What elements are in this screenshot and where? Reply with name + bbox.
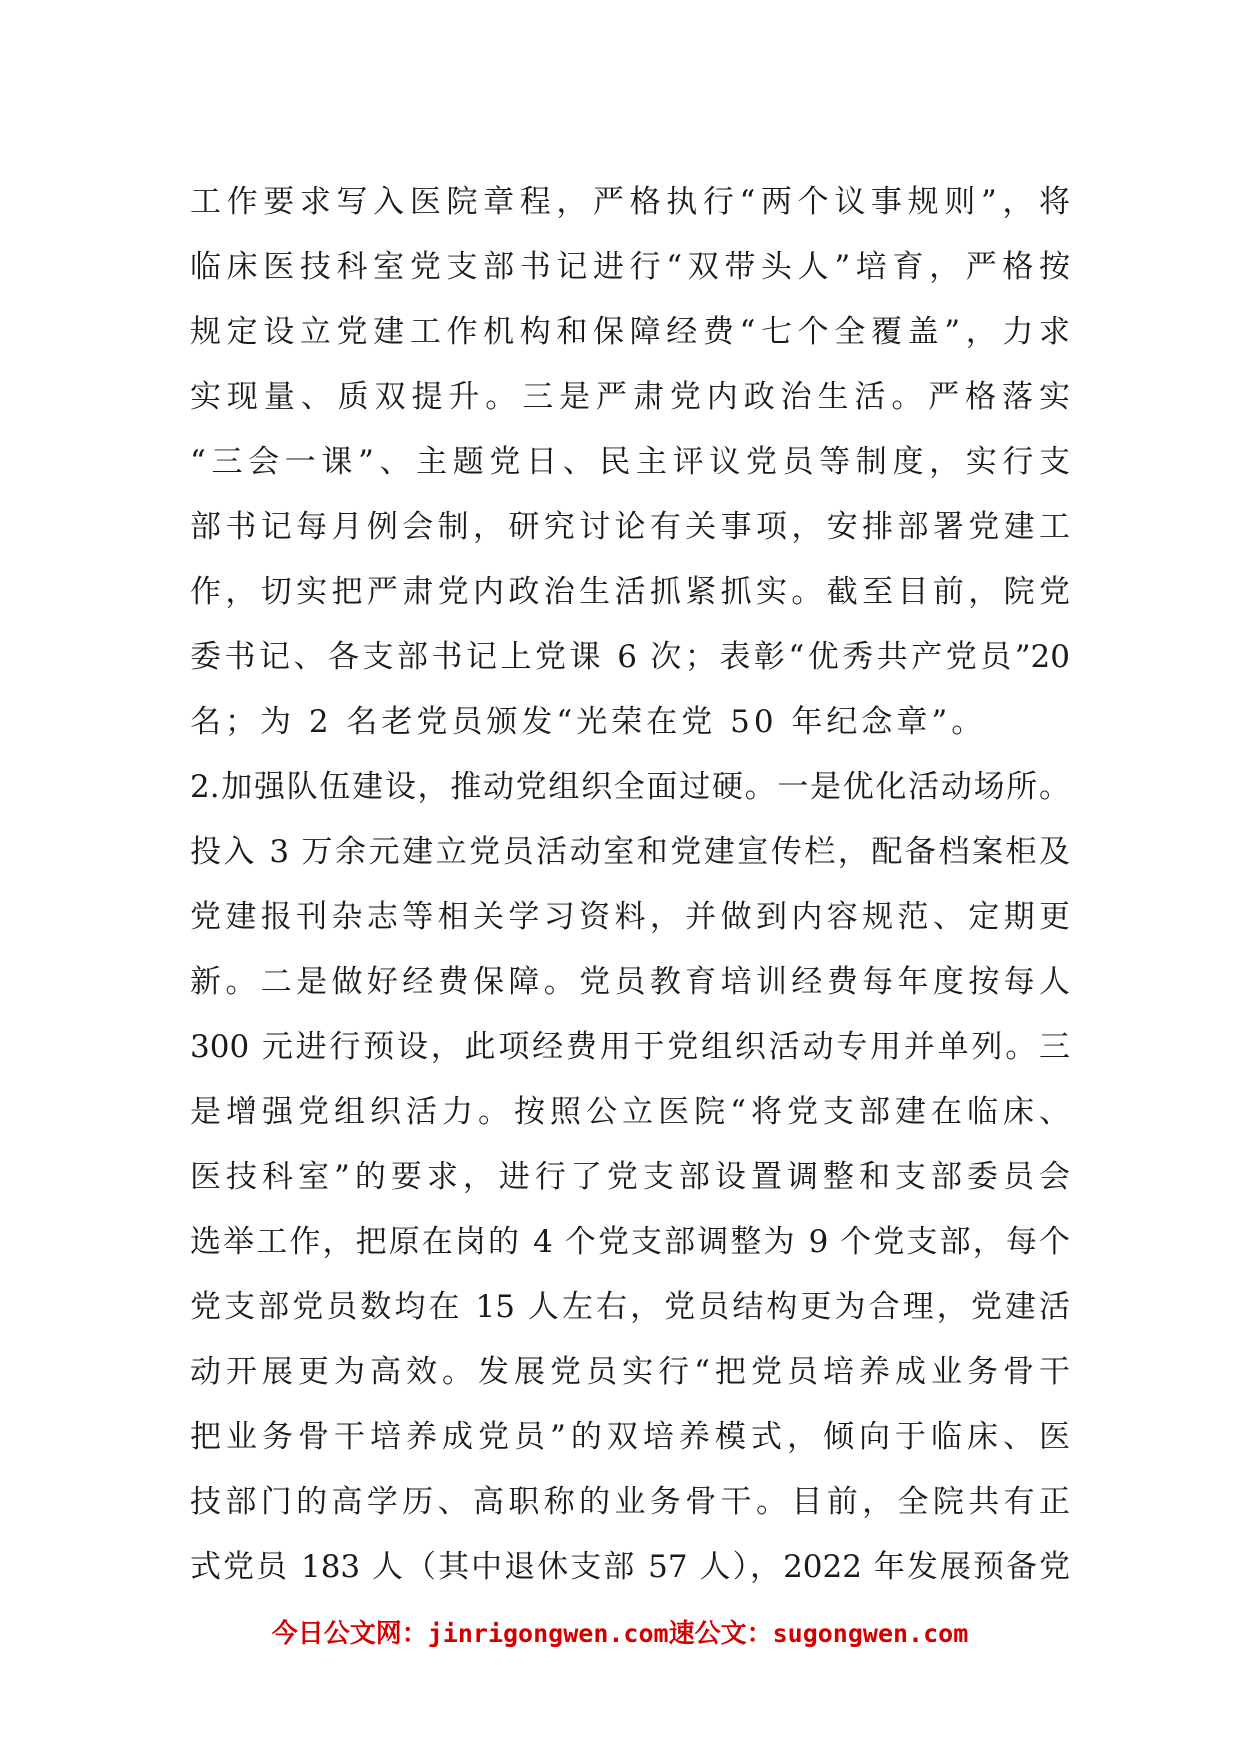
paragraph-line: 技部门的高学历、高职称的业务骨干。目前，全院共有正 xyxy=(190,1484,1070,1520)
footer-watermark xyxy=(0,1614,1240,1654)
paragraph-line: 实现量、质双提升。三是严肃党内政治生活。严格落实 xyxy=(190,379,1070,415)
paragraph-line: 委书记、各支部书记上党课 6 次；表彰“优秀共产党员”20 xyxy=(190,639,1070,675)
paragraph-line: 300 元进行预设，此项经费用于党组织活动专用并单列。三 xyxy=(190,1029,1070,1065)
paragraph-line: 是增强党组织活力。按照公立医院“将党支部建在临床、 xyxy=(190,1094,1070,1130)
paragraph-line: 投入 3 万余元建立党员活动室和党建宣传栏，配备档案柜及 xyxy=(190,834,1070,870)
footer-site2-name: 速公文： xyxy=(668,1619,773,1649)
paragraph-line: 规定设立党建工作机构和保障经费“七个全覆盖”，力求 xyxy=(190,314,1070,350)
paragraph-line: 临床医技科室党支部书记进行“双带头人”培育，严格按 xyxy=(190,249,1070,285)
paragraph-line: 式党员 183 人（其中退休支部 57 人），2022 年发展预备党 xyxy=(190,1549,1070,1585)
footer-site1-url[interactable]: jinrigongwen.com xyxy=(427,1619,669,1648)
paragraph-line: 动开展更为高效。发展党员实行“把党员培养成业务骨干 xyxy=(190,1354,1070,1390)
paragraph-line: 2.加强队伍建设，推动党组织全面过硬。一是优化活动场所。 xyxy=(190,769,1070,805)
paragraph-line: 把业务骨干培养成党员”的双培养模式，倾向于临床、医 xyxy=(190,1419,1070,1455)
paragraph-line: 医技科室”的要求，进行了党支部设置调整和支部委员会 xyxy=(190,1159,1070,1195)
paragraph-line: 部书记每月例会制，研究讨论有关事项，安排部署党建工 xyxy=(190,509,1070,545)
paragraph-line: 新。二是做好经费保障。党员教育培训经费每年度按每人 xyxy=(190,964,1070,1000)
footer-site1-name: 今日公文网： xyxy=(271,1619,428,1649)
paragraph-line: 作，切实把严肃党内政治生活抓紧抓实。截至目前，院党 xyxy=(190,574,1070,610)
paragraph-line: 名；为 2 名老党员颁发“光荣在党 50 年纪念章”。 xyxy=(190,704,987,740)
paragraph-line: “三会一课”、主题党日、民主评议党员等制度，实行支 xyxy=(190,444,1070,480)
document-body xyxy=(190,170,1070,1600)
paragraph-line: 工作要求写入医院章程，严格执行“两个议事规则”，将 xyxy=(190,184,1070,220)
paragraph-line: 党支部党员数均在 15 人左右，党员结构更为合理，党建活 xyxy=(190,1289,1070,1325)
footer-site2-url[interactable]: sugongwen.com xyxy=(772,1619,969,1648)
paragraph-line: 选举工作，把原在岗的 4 个党支部调整为 9 个党支部，每个 xyxy=(190,1224,1070,1260)
paragraph-line: 党建报刊杂志等相关学习资料，并做到内容规范、定期更 xyxy=(190,899,1070,935)
